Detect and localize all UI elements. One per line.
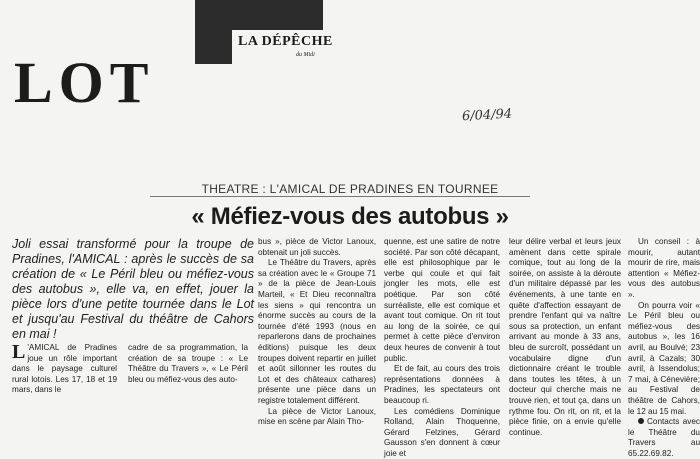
column-3-para-1: bus », pièce de Victor Lanoux, obtenait un joli succès. xyxy=(258,237,376,258)
column-3-para-2: Le Théâtre du Travers, après sa création avec le « Groupe 71 » de la pièce de Jean-Louis Marteil, « Et Dieu reconnaîtra les siens » qui rencontra un énorme succès au cours de la tournée d'été 1993 (nous en reparlerons dans de prochaines éditions) puisque les deux troupes doivent repartir en juillet et août sillonner les routes du Lot et des châteaux cathares) présente une pièce dans un registre totalement différent. xyxy=(258,258,376,406)
column-4-para-2: Et de fait, au cours des trois représentations données à Pradines, les spectateurs ont beaucoup ri. xyxy=(384,364,500,406)
column-4-para-3: Les comédiens Dominique Rolland, Alain Thoquenne, Gérard Felzines, Gérard Gausson s'en donnent à cœur joie et xyxy=(384,407,500,459)
drop-cap: L xyxy=(12,343,25,361)
column-5-para-1: leur délire verbal et leurs jeux amènent dans cette spirale comique, tout au long de la soirée, on assiste à la déroute d'un militaire dépassé par les événements, à une tante en quête d'affection essayant de prendre l'enfant qui va naître sous sa protection, un enfant arrivant au monde à 33 ans, bleu de surcroît, possédant un vocabulaire digne d'un dictionnaire créant le trouble dans toutes les têtes, à un docteur qui cherche mais ne trouve rien, et tout ça, dans un rythme fou. On rit, on rit, et la pièce finie, on a envie qu'elle continue. xyxy=(509,237,621,438)
kicker-divider xyxy=(150,196,530,197)
column-6-para-1: Un conseil : à mourir, autant mourir de rire, mais attention « Méfiez-vous des autobus ». xyxy=(628,237,700,301)
newspaper-name: LA DÉPÊCHE xyxy=(238,34,333,50)
article-column-1 xyxy=(12,343,117,396)
column-6-para-2: On pourra voir « Le Péril bleu ou méfiez-vous des autobus », les 16 avril, au Boulvé; 23 avril, à Cazals; 30 avril, à Issendolus; 7 mai, à Cénevière; au Festival de théâtre de Cahors, le 12 au 15 mai. xyxy=(628,301,700,418)
article-headline: « Méfiez-vous des autobus » xyxy=(0,203,700,231)
article-column-5 xyxy=(509,237,621,438)
article-column-3 xyxy=(258,237,376,428)
article-column-2 xyxy=(128,343,248,385)
article-column-6 xyxy=(628,237,700,459)
article-intro: Joli essai transformé pour la troupe de Pradines, l'AMICAL : après le succès de sa création de « Le Péril bleu ou méfiez-vous des autobus », elle va, en effet, jouer la pièce lors d'une petite tournée dans le Lot et jusqu'au Festival du théâtre de Cahors en mai ! xyxy=(12,237,254,342)
article-kicker: THEATRE : L'AMICAL DE PRADINES EN TOURNEE xyxy=(0,182,700,196)
contact-text: Contacts avec le Théâtre du Travers au 65.22.69.82. xyxy=(628,417,700,458)
column-1-text: 'AMICAL de Pradines joue un rôle important dans le paysage culturel rural lotois. Les 17, 18 et 19 mars, dans le xyxy=(12,343,117,394)
bullet-icon xyxy=(638,418,644,424)
column-3-para-3: La pièce de Victor Lanoux, mise en scène par Alain Tho- xyxy=(258,407,376,428)
column-6-para-3 xyxy=(628,417,700,459)
article-column-4 xyxy=(384,237,500,459)
region-heading: LOT xyxy=(14,54,155,112)
column-4-para-1: quenne, est une satire de notre société. Par son côté décapant, elle est philosophique par le verbe qui coule et qui fait jongler les mots, elle est poétique. Par son côté surréaliste, elle est comique et avant tout comique. On rit tout au long de la soirée, ce qui permet à cette pièce d'environ deux heures de convenir à tout public. xyxy=(384,237,500,364)
column-2-text: cadre de sa programmation, la création de sa troupe : « Le Théâtre du Travers », « Le Péril bleu ou méfiez-vous des auto- xyxy=(128,343,248,385)
newspaper-subtitle: du Midi xyxy=(296,52,315,58)
handwritten-date: 6/04/94 xyxy=(462,107,513,125)
